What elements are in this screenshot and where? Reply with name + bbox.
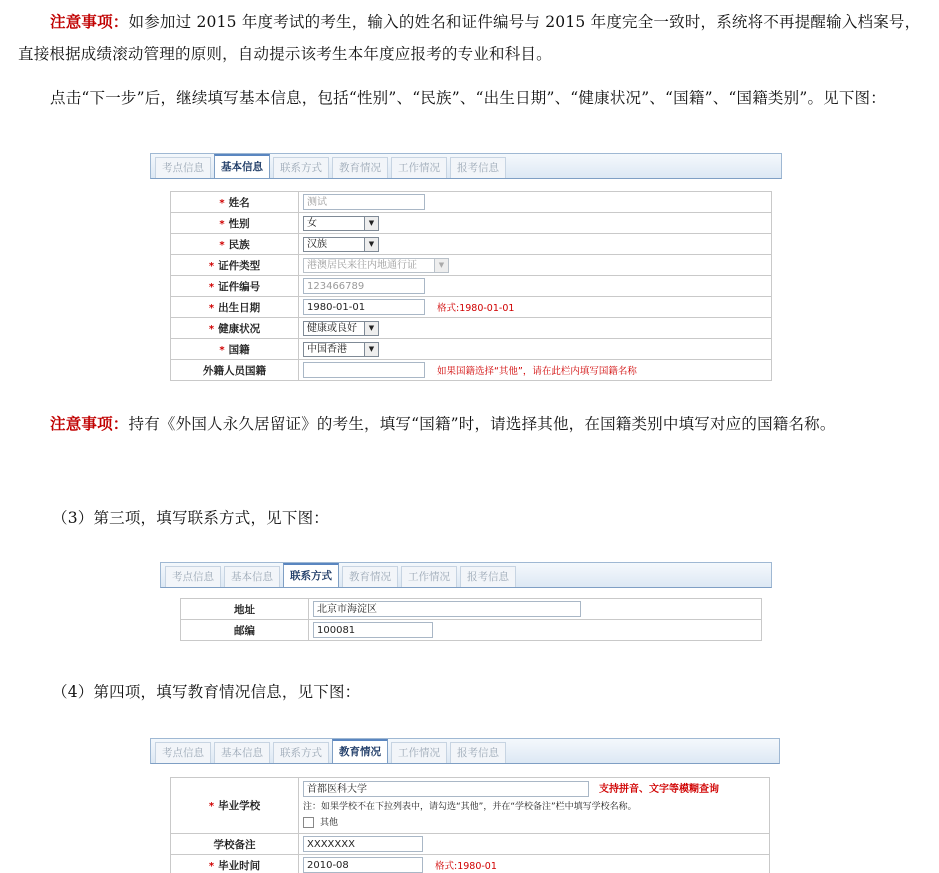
field-label: * 证件编号	[171, 276, 299, 297]
field-label: 地址	[181, 599, 309, 620]
gender-select[interactable]: 女 ▼	[303, 216, 379, 231]
table-row	[181, 599, 762, 620]
table-row	[171, 192, 772, 213]
tab-exam-info[interactable]: 报考信息	[460, 566, 516, 587]
fuzzy-search-hint: 支持拼音、文字等模糊查询	[599, 784, 719, 795]
health-select[interactable]: 健康或良好 ▼	[303, 321, 379, 336]
table-row	[171, 339, 772, 360]
table-row	[171, 255, 772, 276]
nationality-select[interactable]: 中国香港 ▼	[303, 342, 379, 357]
contact-table	[180, 598, 762, 641]
ethnicity-select[interactable]: 汉族 ▼	[303, 237, 379, 252]
field-label: * 证件类型	[171, 255, 299, 276]
notice-paragraph-2	[18, 408, 922, 440]
table-row	[171, 297, 772, 318]
tab-work[interactable]: 工作情况	[391, 742, 447, 763]
dropdown-arrow-icon: ▼	[364, 343, 378, 356]
table-row	[171, 234, 772, 255]
tab-education[interactable]: 教育情况	[332, 157, 388, 178]
field-label: * 国籍	[171, 339, 299, 360]
table-row	[181, 620, 762, 641]
notice-text: 如参加过 2015 年度考试的考生，输入的姓名和证件编号与 2015 年度完全一致时，系统将不再提醒输入档案号，直接根据成绩滚动管理的原则，自动提示该考生本年度应报考的专业和科目。	[18, 13, 921, 63]
tab-contact[interactable]: 联系方式	[273, 742, 329, 763]
name-input[interactable]: 测试	[303, 194, 425, 210]
education-table	[170, 777, 770, 873]
tab-exam-site[interactable]: 考点信息	[165, 566, 221, 587]
field-label: * 性别	[171, 213, 299, 234]
table-row	[171, 213, 772, 234]
note-label: 注意事项：	[50, 414, 129, 433]
tab-basic-info[interactable]: 基本信息	[214, 742, 270, 763]
table-row	[171, 778, 770, 834]
tab-basic-info[interactable]: 基本信息	[224, 566, 280, 587]
field-label: 外籍人员国籍	[171, 360, 299, 381]
step-4-heading: （4）第四项，填写教育情况信息，见下图：	[52, 683, 361, 701]
tab-bar	[150, 738, 780, 764]
field-label: * 出生日期	[171, 297, 299, 318]
dropdown-arrow-icon: ▼	[434, 259, 448, 272]
address-input[interactable]: 北京市海淀区	[313, 601, 581, 617]
tab-exam-site[interactable]: 考点信息	[155, 157, 211, 178]
dropdown-arrow-icon: ▼	[364, 217, 378, 230]
field-label: 邮编	[181, 620, 309, 641]
tab-basic-info[interactable]: 基本信息	[214, 154, 270, 178]
notice-paragraph-1	[18, 6, 922, 70]
table-row	[171, 318, 772, 339]
tab-work[interactable]: 工作情况	[401, 566, 457, 587]
field-label: * 民族	[171, 234, 299, 255]
table-row	[171, 855, 770, 873]
tab-contact[interactable]: 联系方式	[273, 157, 329, 178]
other-checkbox[interactable]	[303, 817, 314, 828]
basic-info-table	[170, 191, 772, 381]
field-label: * 毕业学校	[171, 778, 299, 834]
tab-contact[interactable]: 联系方式	[283, 563, 339, 587]
postcode-input[interactable]: 100081	[313, 622, 433, 638]
table-row	[171, 276, 772, 297]
graduation-format-hint: 格式:1980-01	[435, 861, 497, 872]
nationality-hint: 如果国籍选择“其他”，请在此栏内填写国籍名称	[437, 366, 637, 377]
id-type-select: 港澳居民来往内地通行证 ▼	[303, 258, 449, 273]
dropdown-arrow-icon: ▼	[364, 238, 378, 251]
school-note: 注：如果学校不在下拉列表中，请勾选“其他”，并在“学校备注”栏中填写学校名称。	[303, 802, 637, 812]
tab-exam-info[interactable]: 报考信息	[450, 157, 506, 178]
date-format-hint: 格式:1980-01-01	[437, 303, 515, 314]
school-input[interactable]: 首都医科大学	[303, 781, 589, 797]
field-label: * 姓名	[171, 192, 299, 213]
step-3-heading: （3）第三项，填写联系方式，见下图：	[52, 509, 329, 527]
foreign-nationality-input[interactable]	[303, 362, 425, 378]
education-form-screenshot	[150, 738, 780, 873]
graduation-date-input[interactable]: 2010-08	[303, 857, 423, 873]
field-label: * 毕业时间	[171, 855, 299, 873]
table-row	[171, 834, 770, 855]
instruction-paragraph: 点击“下一步”后，继续填写基本信息，包括“性别”、“民族”、“出生日期”、“健康状况”、“国籍”、“国籍类别”。见下图：	[50, 89, 886, 107]
dropdown-arrow-icon: ▼	[364, 322, 378, 335]
notice-text: 持有《外国人永久居留证》的考生，填写“国籍”时，请选择其他，在国籍类别中填写对应的国籍名称。	[128, 415, 836, 433]
tab-work[interactable]: 工作情况	[391, 157, 447, 178]
tab-exam-site[interactable]: 考点信息	[155, 742, 211, 763]
tab-exam-info[interactable]: 报考信息	[450, 742, 506, 763]
id-number-input[interactable]: 123466789	[303, 278, 425, 294]
other-checkbox-label: 其他	[320, 818, 339, 828]
table-row	[171, 360, 772, 381]
field-label: 学校备注	[171, 834, 299, 855]
tab-education[interactable]: 教育情况	[332, 739, 388, 763]
tab-bar	[150, 153, 782, 179]
tab-education[interactable]: 教育情况	[342, 566, 398, 587]
tab-bar	[160, 562, 772, 588]
school-remark-input[interactable]: XXXXXXX	[303, 836, 423, 852]
birth-date-input[interactable]: 1980-01-01	[303, 299, 425, 315]
basic-info-form-screenshot	[150, 153, 782, 381]
field-label: * 健康状况	[171, 318, 299, 339]
contact-form-screenshot	[160, 562, 772, 641]
note-label: 注意事项：	[50, 12, 129, 31]
